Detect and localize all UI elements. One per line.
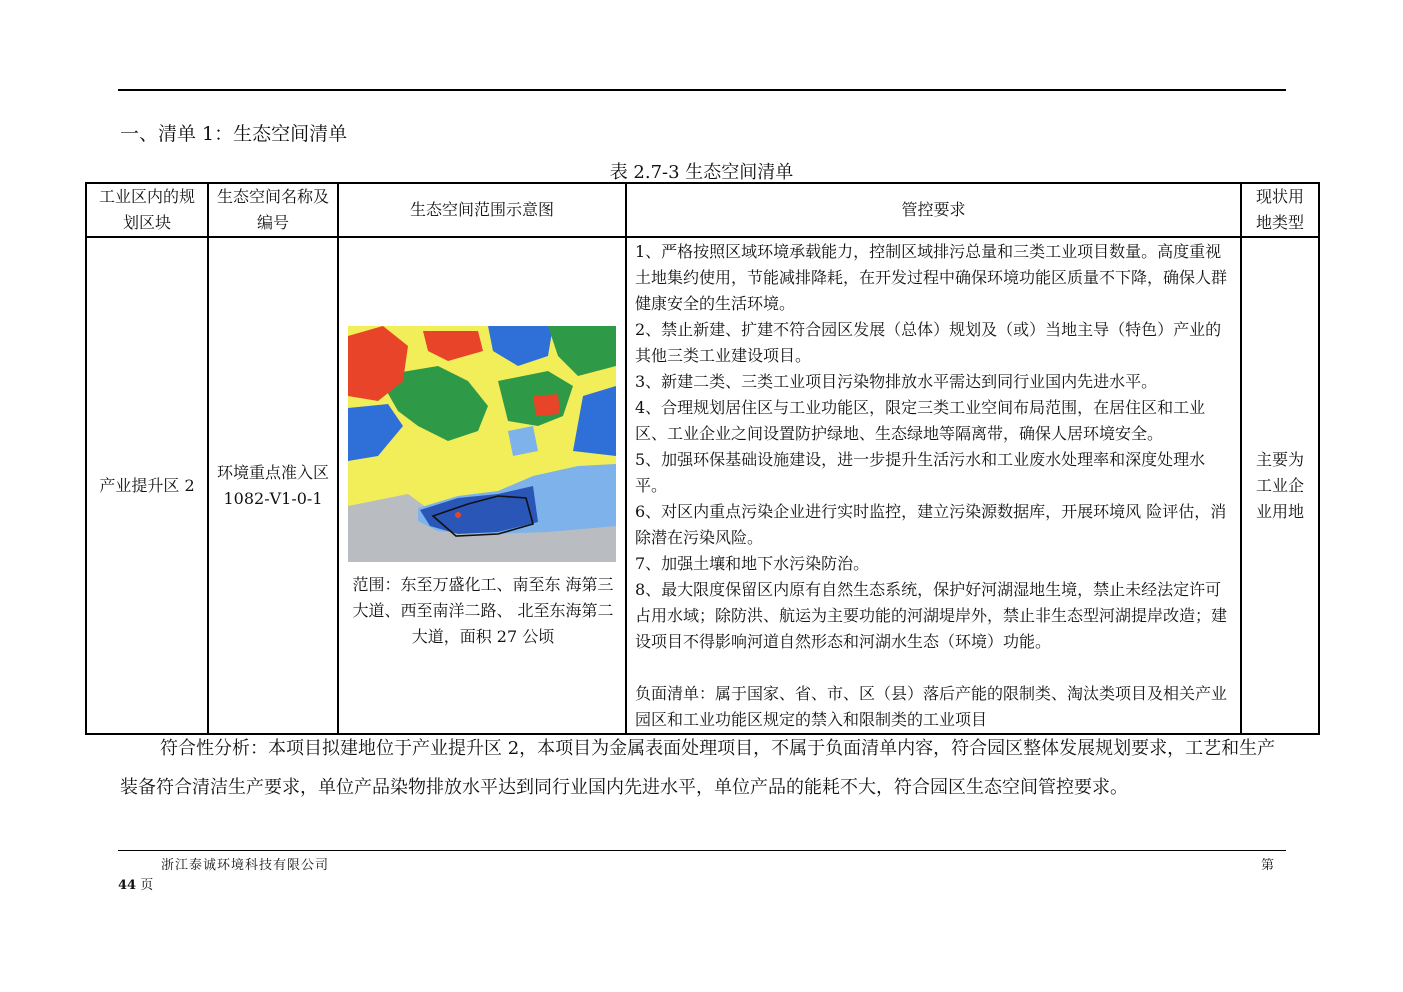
page-suffix: 页 xyxy=(136,878,154,893)
section-heading: 一、清单 1：生态空间清单 xyxy=(120,123,348,145)
header-map: 生态空间范围示意图 xyxy=(338,183,626,237)
cell-space-name: 环境重点准入区 1082-V1-0-1 xyxy=(208,237,338,734)
cell-land-use: 主要为工业企业用地 xyxy=(1241,237,1319,734)
requirement-item: 3、新建二类、三类工业项目污染物排放水平需达到同行业国内先进水平。 xyxy=(635,372,1158,391)
header-space-name: 生态空间名称及编号 xyxy=(208,183,338,237)
requirement-item: 8、最大限度保留区内原有自然生态系统，保护好河湖湿地生境，禁止未经法定许可占用水域；除防洪、航运为主要功能的河湖堤岸外，禁止非生态型河湖提岸改造；建设项目不得影响河道自然形态和河湖水生态（环境）功能。 xyxy=(635,580,1228,651)
ecological-zone-map xyxy=(348,326,616,562)
table-header-row xyxy=(86,183,1319,237)
header-block: 工业区内的规划区块 xyxy=(86,183,208,237)
map-site-marker xyxy=(455,512,461,518)
header-requirements: 管控要求 xyxy=(626,183,1241,237)
requirement-item: 1、严格按照区域环境承载能力，控制区域排污总量和三类工业项目数量。高度重视土地集约使用，节能减排降耗，在开发过程中确保环境功能区质量不下降，确保人群健康安全的生活环境。 xyxy=(635,242,1228,313)
map-small-blue-zone xyxy=(508,426,538,456)
compliance-analysis: 符合性分析：本项目拟建地位于产业提升区 2，本项目为金属表面处理项目，不属于负面清单内容，符合园区整体发展规划要求，工艺和生产装备符合清洁生产要求，单位产品染物排放水平达到同行业国内先进水平，单位产品的能耗不大，符合园区生态空间管控要求。 xyxy=(120,738,1276,798)
footer-company: 浙江泰诚环境科技有限公司 xyxy=(161,858,330,873)
table-caption: 表 2.7-3 生态空间清单 xyxy=(609,162,794,183)
requirement-item: 6、对区内重点污染企业进行实时监控，建立污染源数据库，开展环境风 险评估，消除潜在污染风险。 xyxy=(635,502,1227,547)
footer-page-prefix: 第 xyxy=(1261,858,1275,873)
requirement-item: 2、禁止新建、扩建不符合园区发展（总体）规划及（或）当地主导（特色）产业的其他三类工业建设项目。 xyxy=(635,320,1222,365)
cell-block: 产业提升区 2 xyxy=(86,237,208,734)
requirement-item: 7、加强土壤和地下水污染防治。 xyxy=(635,554,870,573)
requirement-item: 4、合理规划居住区与工业功能区，限定三类工业空间布局范围，在居住区和工业区、工业企业之间设置防护绿地、生态绿地等隔离带，确保人居环境安全。 xyxy=(635,398,1206,443)
cell-scope-text: 范围：东至万盛化工、南至东 海第三大道、西至南洋二路、 北至东海第二大道，面积 27 公顷 xyxy=(352,575,614,646)
page-number: 44 xyxy=(118,878,137,893)
footer-page-number xyxy=(118,874,153,893)
ecological-space-table xyxy=(85,182,1320,735)
table-row xyxy=(86,237,1319,734)
cell-map xyxy=(338,237,626,734)
requirement-item: 5、加强环保基础设施建设，进一步提升生活污水和工业废水处理率和深度处理水平。 xyxy=(635,450,1206,495)
negative-list: 负面清单：属于国家、省、市、区（县）落后产能的限制类、淘汰类项目及相关产业园区和工业功能区规定的禁入和限制类的工业项目 xyxy=(635,684,1228,729)
header-land-use: 现状用地类型 xyxy=(1241,183,1319,237)
map-red-zone-3 xyxy=(533,394,560,416)
header-rule xyxy=(118,89,1286,91)
cell-requirements xyxy=(626,237,1241,734)
footer-rule xyxy=(118,850,1286,851)
